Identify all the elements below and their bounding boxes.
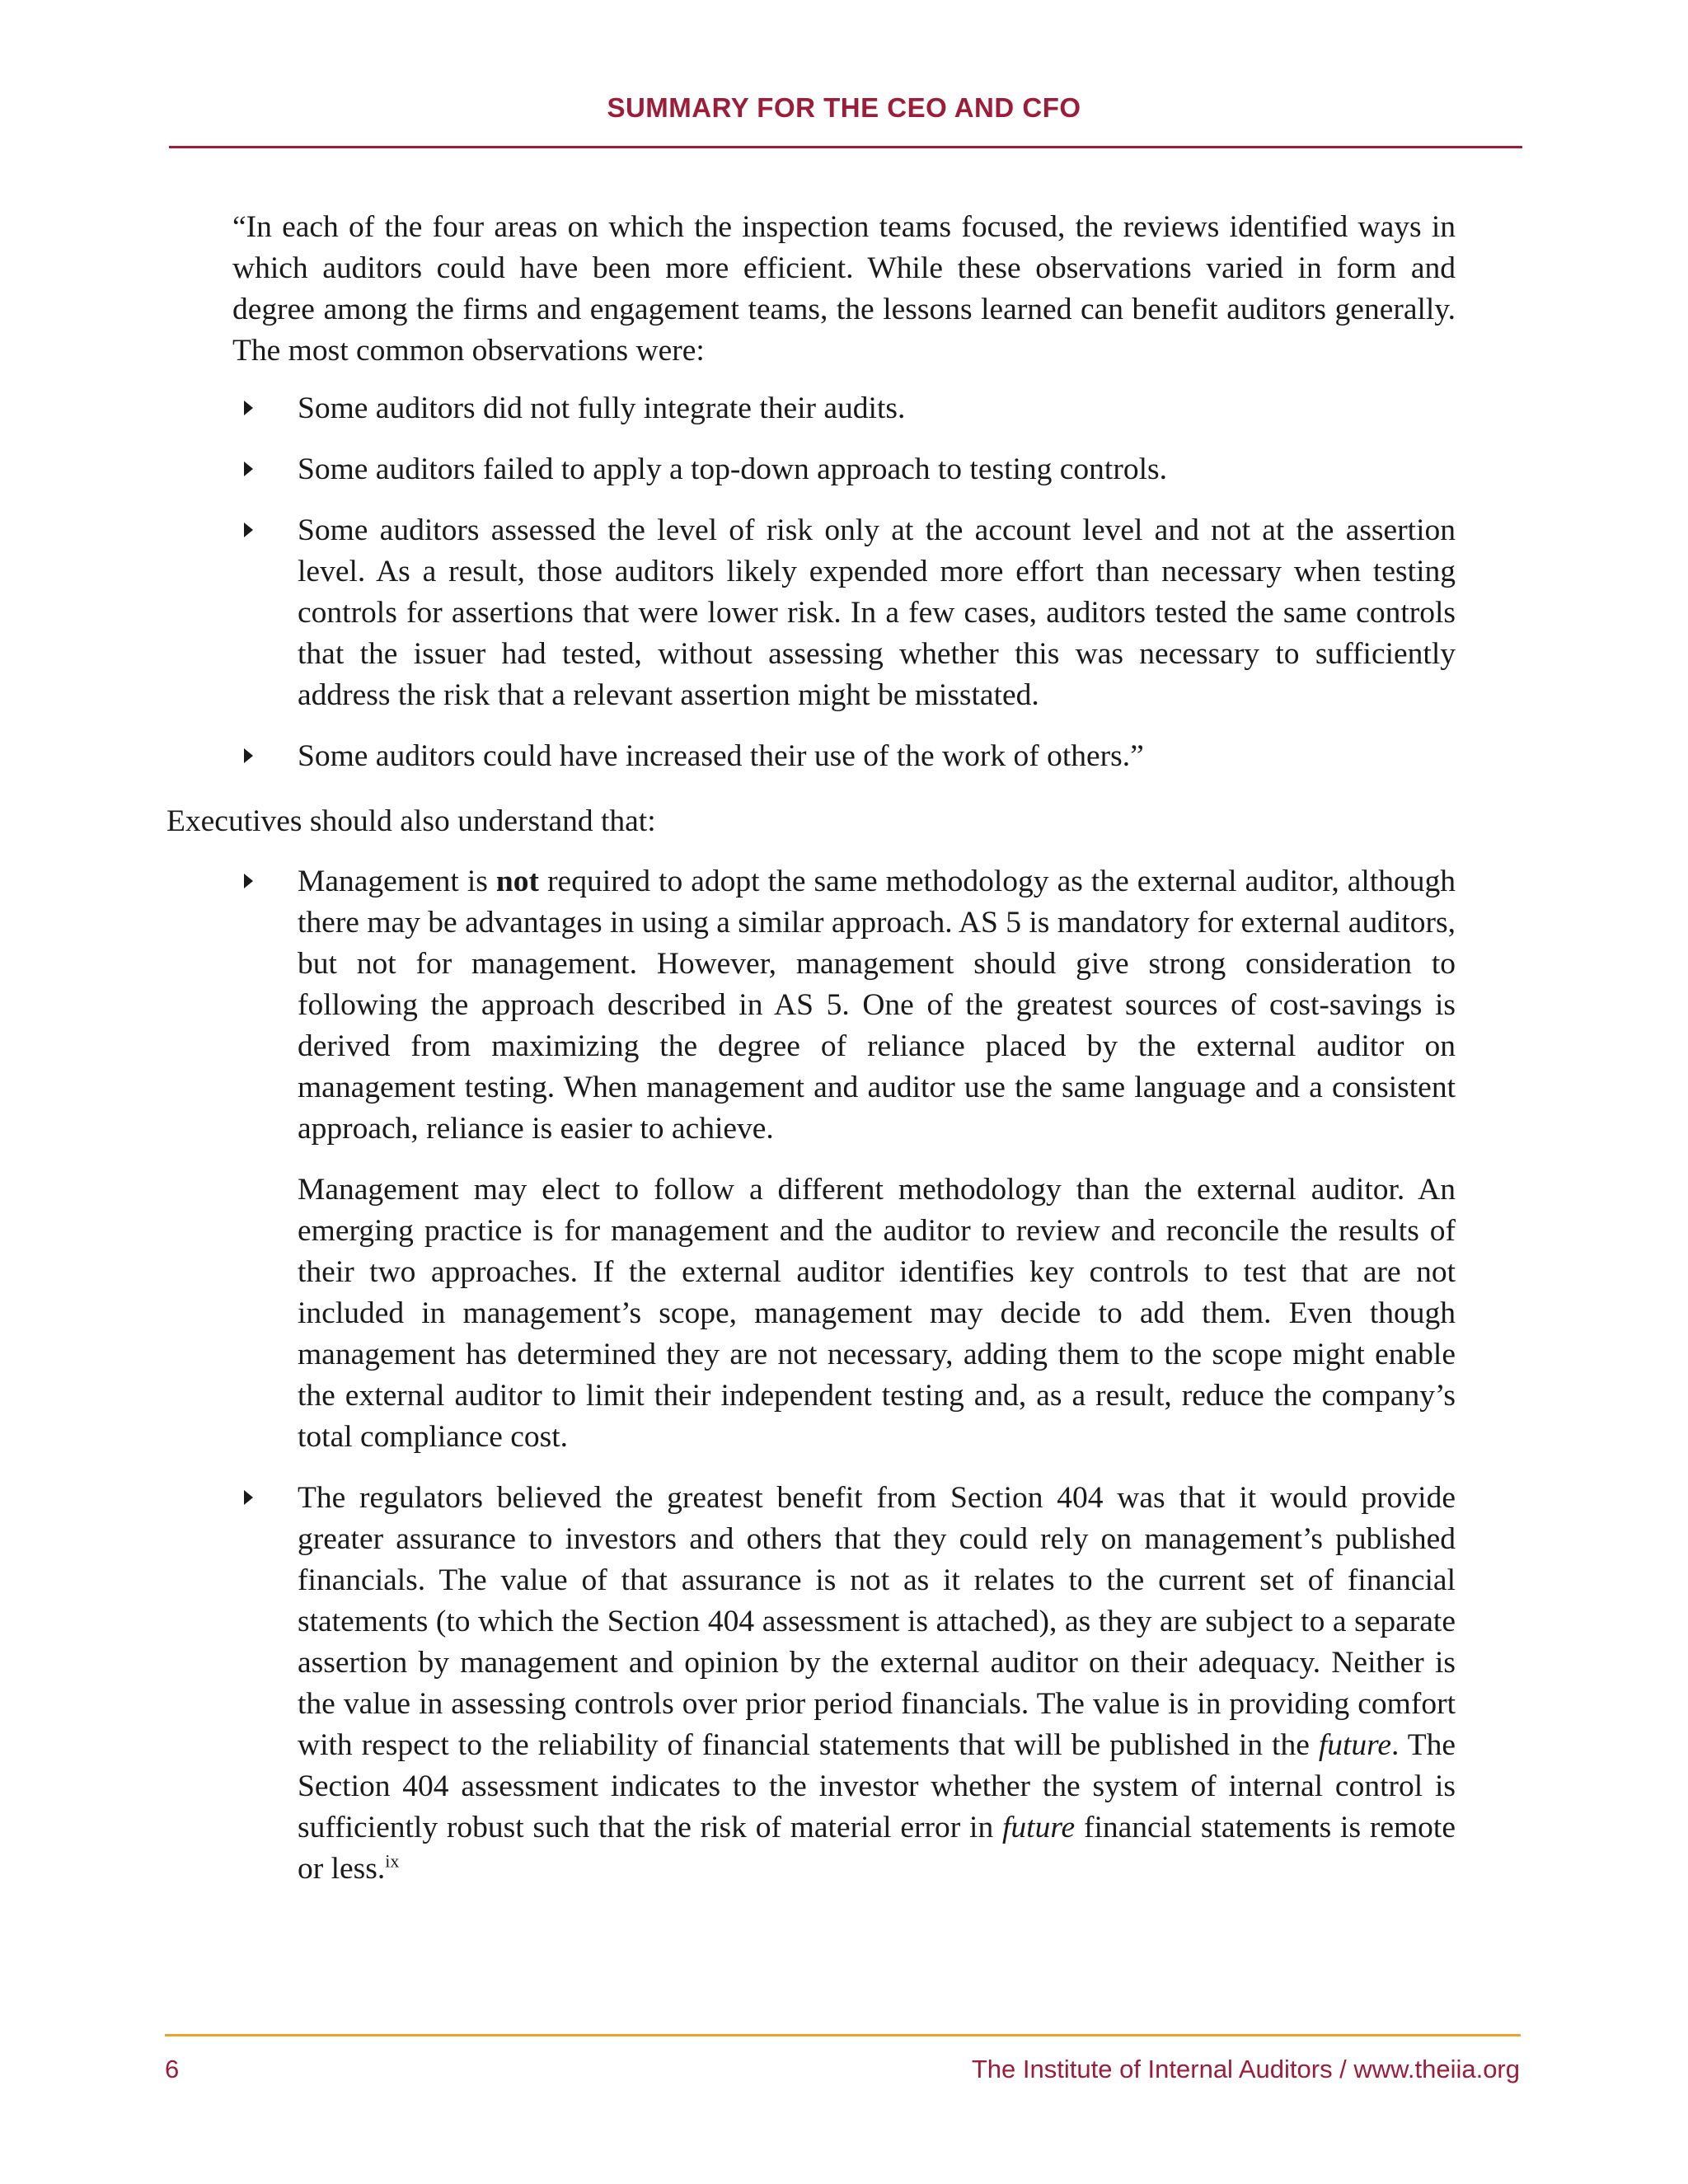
footnote-marker[interactable]: ix: [385, 1850, 400, 1872]
text-run: . The Section 404 assessment indicates to the investor whether the system of internal control is sufficiently robust such that the risk of material error in: [298, 1728, 1456, 1844]
text-run: financial statements is remote or less.: [298, 1811, 1456, 1886]
emphasis-bold: not: [495, 865, 539, 898]
page-number: 6: [165, 2055, 180, 2083]
bullet-text: [298, 861, 1456, 1150]
list-item: [232, 449, 1456, 490]
list-item: [232, 510, 1456, 716]
triangle-bullet-icon: [241, 396, 257, 420]
list-item: [232, 1478, 1456, 1890]
triangle-bullet-icon: [241, 457, 257, 481]
quote-intro-paragraph: “In each of the four areas on which the inspection teams focused, the reviews identified ways in which auditors could have been more efficient. While these observations varied in form and degree among the firms and engagement teams, the lessons learned can benefit auditors generally. The most common observations were:: [232, 210, 1456, 368]
text-run: Management is: [298, 865, 496, 898]
quote-bullet-list: [232, 388, 1456, 797]
bullet-text: [298, 1478, 1456, 1890]
emphasis-italic: future: [1002, 1811, 1076, 1844]
text-run: The regulators believed the greatest benefit from Section 404 was that it would provide greater assurance to investors and others that they could rely on management’s published financials. The value of that assurance is not as it relates to the current set of financial statements (to which the Section 404 assessment is attached), as they are subject to a separate assertion by management and opinion by the external auditor on their adequacy. Neither is the value in assessing controls over prior period financials. The value is in providing comfort with respect to the reliability of financial statements that will be published in the: [298, 1481, 1456, 1762]
footer-organization-link[interactable]: The Institute of Internal Auditors / www.theiia.org: [971, 2055, 1520, 2083]
text-run: required to adopt the same methodology as the external auditor, although there may be advantages in using a similar approach. AS 5 is mandatory for external auditors, but not for management. However, management should give strong consideration to following the approach described in AS 5. One of the greatest sources of cost-savings is derived from maximizing the degree of reliance placed by the external auditor on management testing. When management and auditor use the same language and a consistent approach, reliance is easier to achieve.: [298, 865, 1456, 1146]
executives-bullet-list: [232, 861, 1456, 1910]
executives-intro: Executives should also understand that:: [166, 804, 656, 838]
triangle-bullet-icon: [241, 518, 257, 542]
triangle-bullet-icon: [241, 1485, 257, 1510]
triangle-bullet-icon: [241, 869, 257, 893]
header-divider: [169, 146, 1522, 148]
list-item: [232, 736, 1456, 777]
bullet-text: Some auditors did not fully integrate their audits.: [298, 391, 906, 425]
bullet-continuation-paragraph: Management may elect to follow a different methodology than the external auditor. An emerging practice is for management and the auditor to review and reconcile the results of their two approaches. If the external auditor identifies key controls to test that are not included in management’s scope, management may decide to add them. Even though management has determined they are not necessary, adding them to the scope might enable the external auditor to limit their independent testing and, as a result, reduce the company’s total compliance cost.: [298, 1173, 1456, 1454]
bullet-text: Some auditors assessed the level of risk only at the account level and not at the assertion level. As a result, those auditors likely expended more effort than necessary when testing controls for assertions that were lower risk. In a few cases, auditors tested the same controls that the issuer had tested, without assessing whether this was necessary to sufficiently address the risk that a relevant assertion might be misstated.: [298, 513, 1456, 712]
list-item: [232, 861, 1456, 1458]
triangle-bullet-icon: [241, 743, 257, 768]
emphasis-italic: future: [1318, 1728, 1392, 1762]
page-title: SUMMARY FOR THE CEO AND CFO: [607, 92, 1081, 123]
list-item: [232, 388, 1456, 429]
bullet-text: Some auditors could have increased their use of the work of others.”: [298, 739, 1144, 773]
footer-divider: [165, 2034, 1521, 2036]
bullet-text: Some auditors failed to apply a top-down approach to testing controls.: [298, 452, 1167, 486]
